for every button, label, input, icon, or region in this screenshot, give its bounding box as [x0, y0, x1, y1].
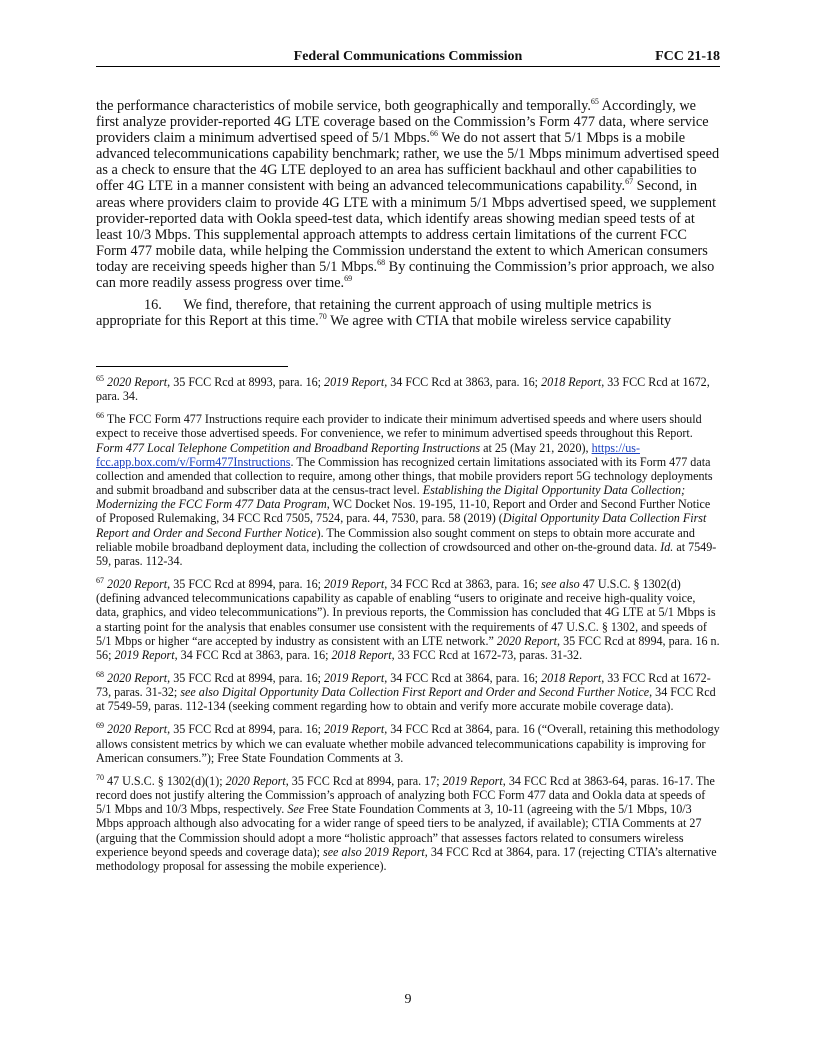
footnote-ref-70[interactable]: 70	[318, 312, 327, 322]
citation: Form 477 Local Telephone Competition and Broadband Reporting Instructions	[96, 440, 481, 455]
text-run: 47 U.S.C. § 1302(d) (defining advanced telecommunications capability as capable of enabling “users to originate and receive high-quality voice, data, graphics, and video telecommunications”). In previous reports, the Commission has concluded that 4G LTE at 5/1 Mbps is a starting point for the analysis that enables consumer use consistent with the requirements of 47 U.S.C. § 1302, and speeds of 5/1 Mbps or higher “are accepted by industry as consistent with an LTE network.”	[96, 577, 716, 648]
footnote-number: 67	[96, 576, 104, 585]
text-run: , 35 FCC Rcd at 8994, para. 17;	[285, 773, 443, 788]
text-run: We do not assert that 5/1 Mbps is a mobile advanced telecommunications capability benchmark; rather, we use the 5/1 Mbps minimum advertised speed as a check to ensure that the 4G LTE deployed to an area has sufficient backhaul and other capabilities to offer 4G LTE in a manner consistent with being an advanced telecommunications capability.	[96, 130, 720, 195]
text-run: , 34 FCC Rcd at 3864, para. 16 (“Overall, retaining this methodology allows consistent metrics by which we can evaluate whether mobile advanced telecommunications capability is improving for American consumers.”); Free State Foundation Comments at 3.	[96, 722, 720, 765]
text-run: , WC Docket Nos. 19-195, 11-10, Report and Order and Second Further Notice of Proposed Rulemaking, 34 FCC Rcd 7505, 7524, para. 44, 7530, para. 58 (2019) (	[96, 497, 711, 526]
footnote-ref-68[interactable]: 68	[377, 258, 386, 268]
text-run: , 35 FCC Rcd at 8993, para. 16;	[167, 375, 325, 389]
footnote-69	[96, 722, 720, 764]
text-run: at 25 (May 21, 2020),	[480, 440, 592, 455]
text-run: at 7549-59, paras. 112-34.	[96, 539, 717, 568]
citation: 2020 Report	[496, 633, 558, 648]
text-run: , 34 FCC Rcd at 7549-59, paras. 112-134 (seeking comment regarding how to obtain and verify more accurate mobile coverage data).	[96, 685, 716, 714]
citation: see also Digital Opportunity Data Collection First Report and Order and Second Further Notice	[180, 685, 650, 700]
footnote-number: 65	[96, 373, 104, 383]
text-run: , 35 FCC Rcd at 8994, para. 16;	[167, 577, 325, 592]
footnote-65	[96, 375, 720, 403]
text-run: , 34 FCC Rcd at 3864, para. 17 (rejecting CTIA’s alternative methodology proposal for assessing the mobile experience).	[96, 844, 717, 873]
citation: 2019 Report	[324, 670, 385, 685]
agency-name: Federal Communications Commission	[293, 49, 523, 64]
citation: 2020 Report	[107, 375, 168, 389]
footnote-number: 68	[96, 669, 104, 679]
text-run: , 34 FCC Rcd at 3863, para. 16;	[384, 577, 542, 592]
form-477-instructions-link[interactable]: https://us-fcc.app.box.com/v/Form477Instructions	[96, 440, 640, 469]
text-run: Free State Foundation Comments at 3, 10-11 (agreeing with the 5/1 Mbps, 10/3 Mbps approach although also advocating for a wider range of speed tiers to be analyzed, if available); CTIA Comments at 27 (arguing that the Commission should adopt a more “holistic approach” that assesses factors related to consumers wireless experience beyond speeds and coverage data);	[96, 802, 702, 859]
footnote-separator	[96, 366, 288, 367]
citation: 2019 Report	[324, 722, 385, 737]
text-run: , 33 FCC Rcd at 1672, para. 34.	[96, 375, 710, 404]
text-run: the performance characteristics of mobile service, both geographically and temporally.	[96, 98, 591, 114]
citation: 2019 Report	[324, 577, 385, 592]
body-text	[96, 98, 720, 335]
text-run: , 34 FCC Rcd at 3864, para. 16;	[384, 670, 542, 685]
footnote-ref-69[interactable]: 69	[344, 274, 353, 284]
text-run: , 34 FCC Rcd at 3863, para. 16;	[174, 647, 332, 662]
paragraph-15-continued	[96, 98, 720, 291]
footnote-ref-67[interactable]: 67	[625, 177, 634, 187]
footnote-70	[96, 774, 720, 873]
citation: 2019 Report	[324, 375, 385, 389]
footnote-ref-66[interactable]: 66	[429, 129, 438, 139]
text-run: Second, in areas where providers claim to provide 4G LTE with a minimum 5/1 Mbps advertised speed, we supplement provider-reported data with Ookla speed-test data, which identify areas showing median speed tests of at least 10/3 Mbps. This supplemental approach attempts to address certain limitations of the current FCC Form 477 mobile data, while helping the Commission understand the extent to which American consumers today are receiving speeds higher than 5/1 Mbps.	[96, 178, 717, 275]
text-run: , 35 FCC Rcd at 8994, para. 16 n. 56;	[96, 633, 720, 662]
text-run: , 35 FCC Rcd at 8994, para. 16;	[167, 670, 325, 685]
paragraph-16	[96, 297, 720, 329]
text-run: 47 U.S.C. § 1302(d)(1);	[104, 773, 226, 788]
citation: 2020 Report	[107, 670, 168, 685]
citation: 2020 Report	[225, 773, 286, 788]
text-run: The FCC Form 477 Instructions require each provider to indicate their minimum advertised speeds and where users should expect to receive those advertised speeds. For convenience, we refer to minimum advertised speeds throughout this Report.	[96, 412, 702, 441]
text-run: By continuing the Commission’s prior approach, we also can more readily assess progress over time.	[96, 258, 715, 292]
citation: 2019 Report	[442, 773, 503, 788]
footnote-number: 66	[96, 411, 104, 421]
text-run: Accordingly, we first analyze provider-reported 4G LTE coverage based on the Commission’s Form 477 data, where service providers claim a minimum advertised speed of 5/1 Mbps.	[96, 98, 709, 147]
footnote-ref-65[interactable]: 65	[590, 97, 599, 107]
footnote-67	[96, 577, 720, 662]
text-run: , 34 FCC Rcd at 3863, para. 16;	[384, 375, 542, 389]
footnotes	[96, 375, 720, 882]
footnote-66	[96, 412, 720, 568]
citation: See	[287, 802, 305, 817]
text-run: , 34 FCC Rcd at 3863-64, paras. 16-17. The record does not justify altering the Commission’s approach of analyzing both FCC Form 477 data and Ookla data at speeds of 5/1 Mbps and 10/3 Mbps, respectively.	[96, 773, 715, 817]
citation: 2019 Report	[114, 647, 175, 662]
page-number: 9	[404, 992, 412, 1007]
document-id: FCC 21-18	[655, 49, 720, 64]
citation: 2018 Report	[331, 647, 392, 662]
footnote-number: 69	[96, 721, 104, 731]
footnote-68	[96, 671, 720, 713]
page-header	[96, 48, 720, 67]
text-run: . The Commission has recognized certain limitations associated with its Form 477 data collection and amended that collection to require, among other things, that mobile providers report 5G technology deployments and submit broadband and subscriber data at the census-tract level.	[96, 454, 713, 498]
citation: Id.	[660, 539, 674, 554]
citation: see also 2019 Report	[322, 844, 425, 859]
text-run: ). The Commission also sought comment on steps to obtain more accurate and reliable mobile broadband deployment data, including the collection of crowdsourced and other on-the-ground data.	[96, 525, 695, 554]
citation: 2020 Report	[107, 577, 168, 592]
text-run: 16. We find, therefore, that retaining the current approach of using multiple metrics is appropriate for this Report at this time.	[96, 297, 652, 330]
text-run: , 33 FCC Rcd at 1672-73, paras. 31-32;	[96, 670, 711, 700]
citation: Digital Opportunity Data Collection First Report and Order and Second Further Notice	[96, 511, 707, 540]
citation: see also	[541, 577, 580, 592]
text-run: We agree with CTIA that mobile wireless service capability	[326, 313, 672, 330]
citation: 2018 Report	[541, 670, 602, 685]
citation: 2018 Report	[541, 375, 602, 389]
citation: Establishing the Digital Opportunity Data Collection; Modernizing the FCC Form 477 Data Program	[96, 483, 686, 512]
citation: 2020 Report	[107, 722, 168, 737]
text-run: , 35 FCC Rcd at 8994, para. 16;	[167, 722, 325, 737]
footnote-number: 70	[96, 772, 104, 782]
text-run: , 33 FCC Rcd at 1672-73, paras. 31-32.	[391, 647, 583, 662]
